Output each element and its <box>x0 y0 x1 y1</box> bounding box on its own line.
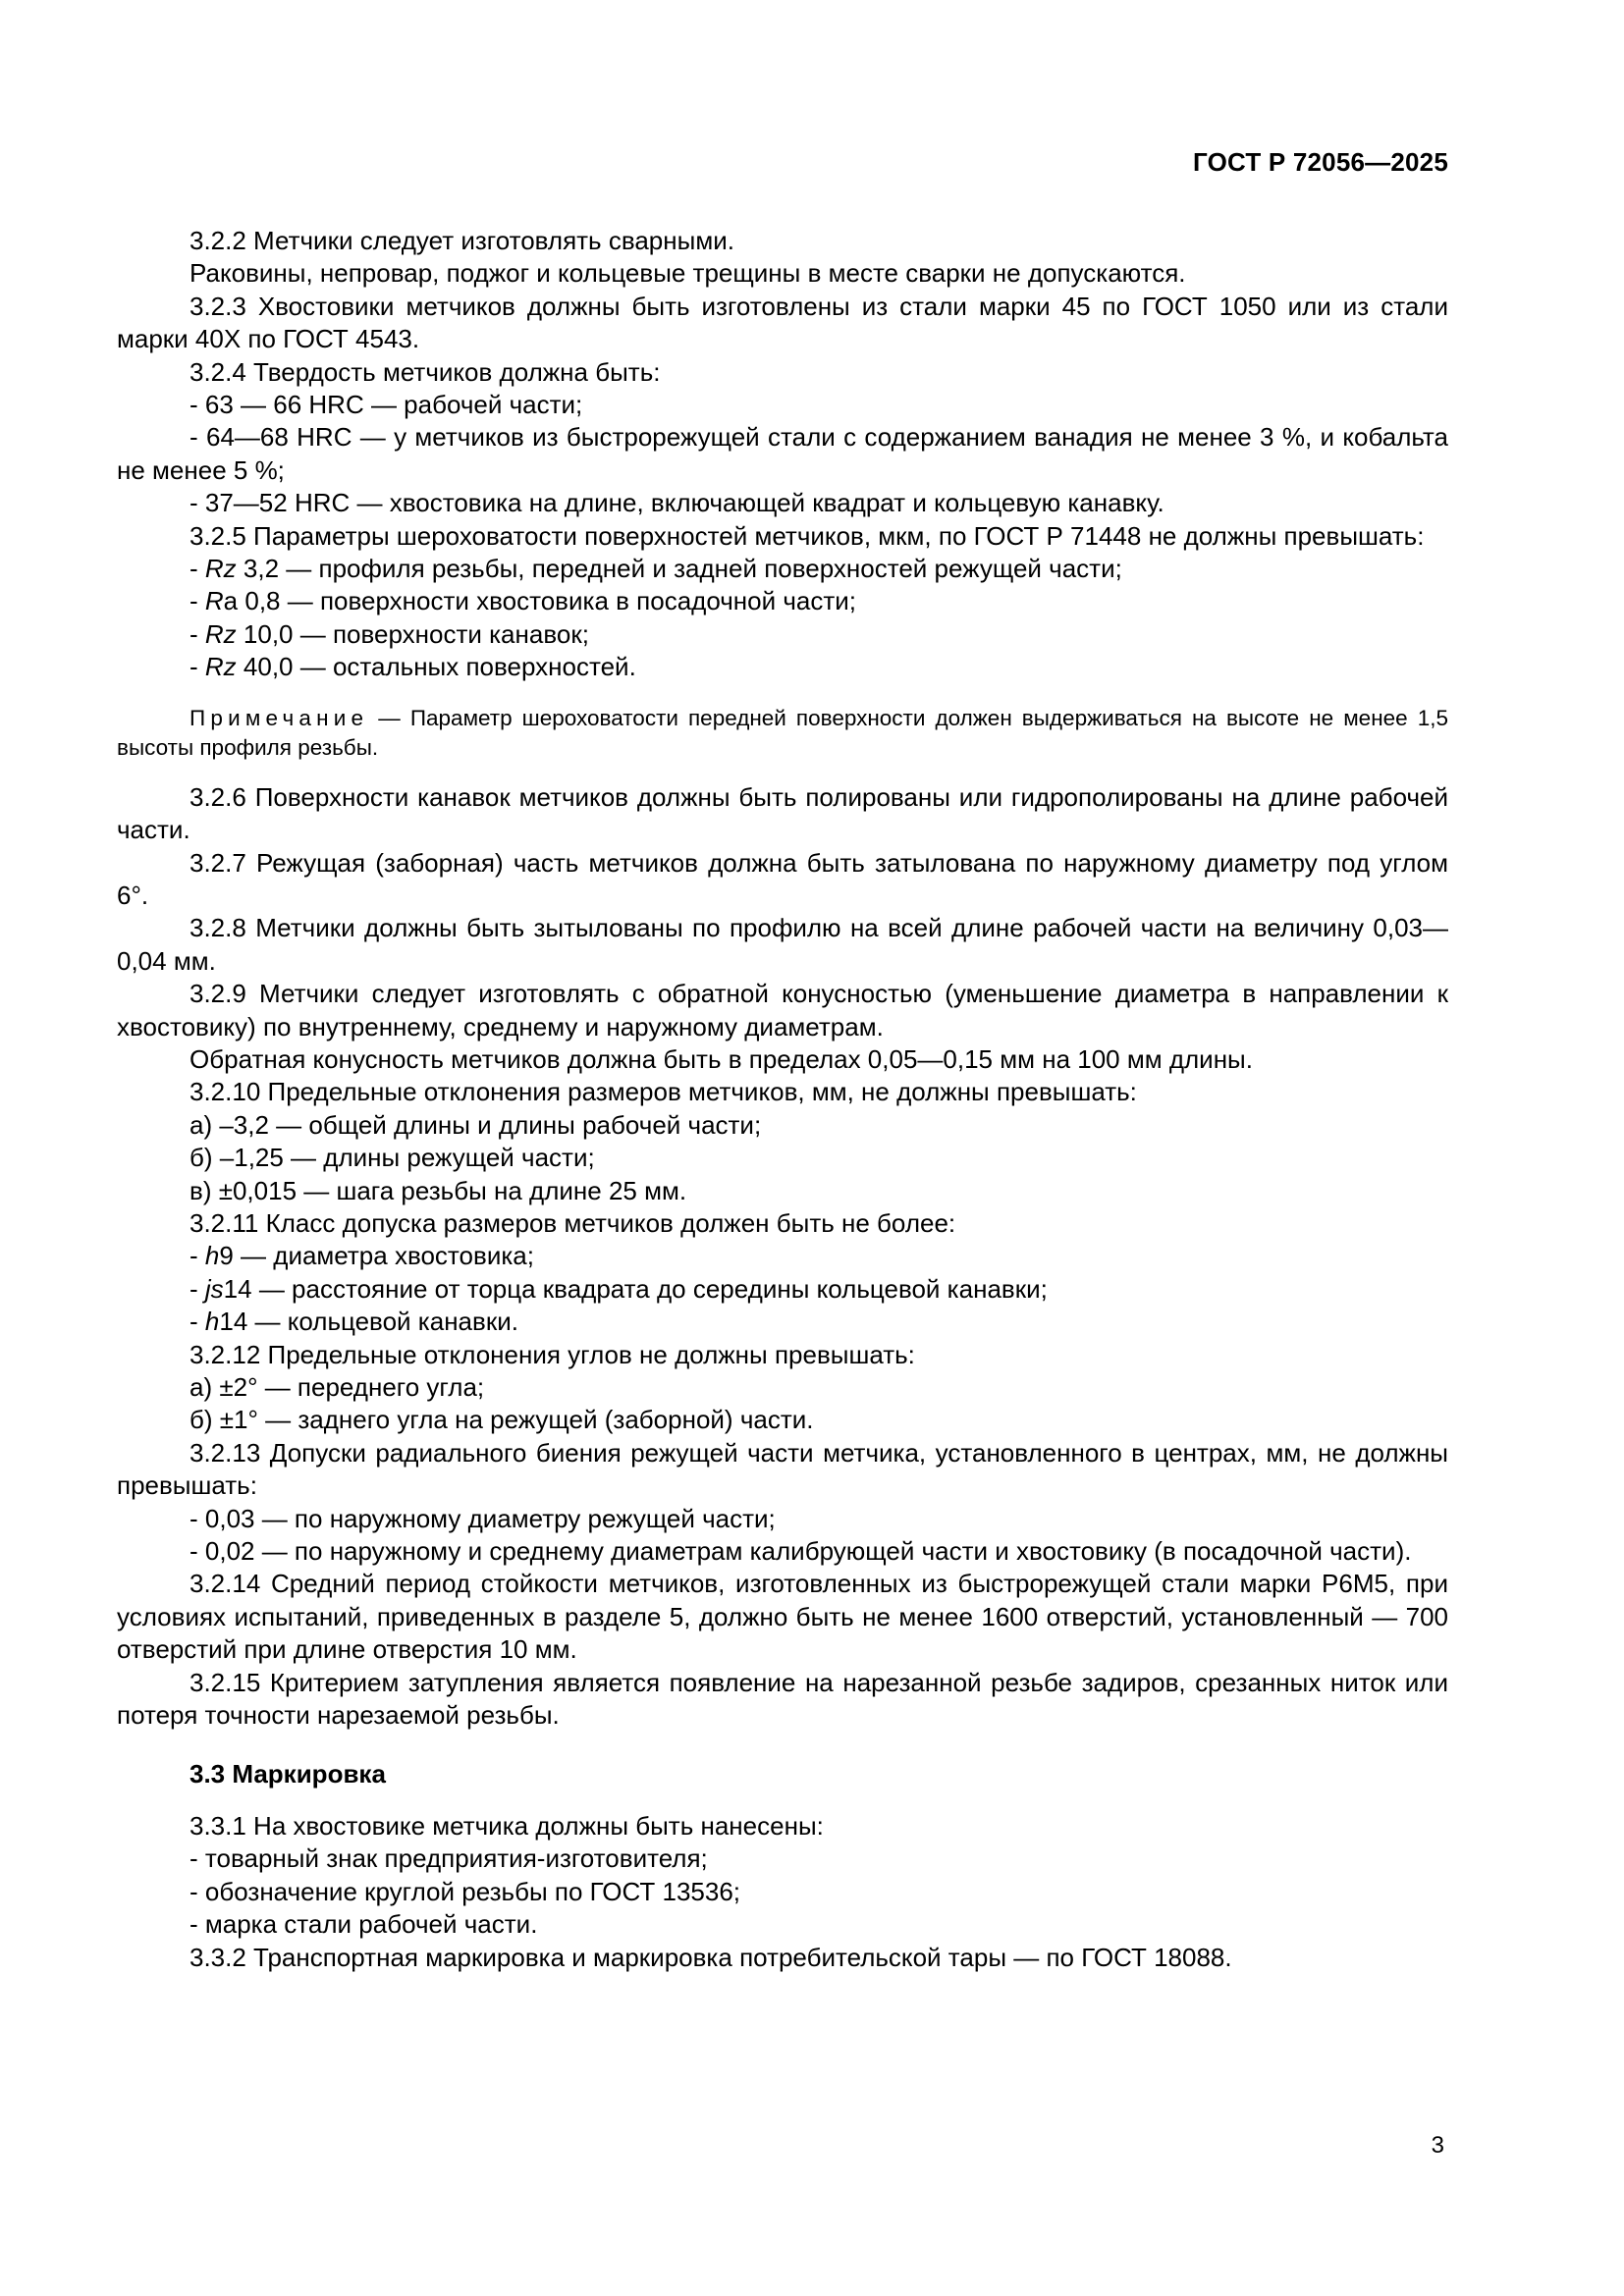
list-item: - обозначение круглой резьбы по ГОСТ 13536; <box>189 1876 741 1906</box>
tolerance-symbol: js <box>204 1273 224 1304</box>
list-item: а) ±2° — переднего угла; <box>189 1372 485 1402</box>
list-item: - Rz 10,0 — поверхности канавок; <box>189 618 589 649</box>
clause-3-2-3: 3.2.3 Хвостовики метчиков должны быть изготовлены из стали марки 45 по ГОСТ 1050 или из стали марки 40Х по ГОСТ 4543. <box>117 291 1448 354</box>
list-item: - товарный знак предприятия-изготовителя; <box>189 1843 708 1874</box>
clause-3-2-9: 3.2.9 Метчики следует изготовлять с обратной конусностью (уменьшение диаметра в направлении к хвостовику) по внутреннему, среднему и наружному диаметрам. <box>117 979 1448 1041</box>
list-item: а) –3,2 — общей длины и длины рабочей части; <box>189 1109 762 1140</box>
section-heading: 3.3 Маркировка <box>189 1759 386 1789</box>
tolerance-symbol: h <box>204 1241 220 1271</box>
list-item: - js14 — расстояние от торца квадрата до середины кольцевой канавки; <box>189 1273 1048 1304</box>
roughness-symbol: R <box>204 586 224 616</box>
list-item: - 64—68 HRC — у метчиков из быстрорежущей стали с содержанием ванадия не менее 3 %, и кобальта не менее 5 %; <box>117 422 1448 485</box>
list-item: - 0,02 — по наружному и среднему диаметрам калибрующей части и хвостовику (в посадочной части). <box>189 1536 1412 1567</box>
roughness-symbol: Rz <box>204 652 237 682</box>
clause-3-2-15: 3.2.15 Критерием затупления является появление на нарезанной резьбе задиров, срезанных ниток или потеря точности нарезаемой резьбы. <box>117 1667 1448 1731</box>
tolerance-symbol: h <box>204 1307 220 1337</box>
list-item: - 37—52 HRC — хвостовика на длине, включающей квадрат и кольцевую канавку. <box>189 488 1164 518</box>
document-code: ГОСТ Р 72056—2025 <box>1193 147 1448 177</box>
paragraph-reverse-taper: Обратная конусность метчиков должна быть в пределах 0,05—0,15 мм на 100 мм длины. <box>189 1043 1253 1074</box>
clause-3-3-2: 3.3.2 Транспортная маркировка и маркировка потребительской тары — по ГОСТ 18088. <box>189 1942 1232 1972</box>
clause-3-2-12: 3.2.12 Предельные отклонения углов не должны превышать: <box>189 1339 915 1369</box>
list-item: в) ±0,015 — шага резьбы на длине 25 мм. <box>189 1175 687 1205</box>
list-item: б) ±1° — заднего угла на режущей (заборной) части. <box>189 1405 814 1435</box>
clause-3-2-5: 3.2.5 Параметры шероховатости поверхностей метчиков, мкм, по ГОСТ Р 71448 не должны превышать: <box>189 520 1425 551</box>
list-item: - 63 — 66 HRC — рабочей части; <box>189 390 583 420</box>
list-item: б) –1,25 — длины режущей части; <box>189 1143 595 1173</box>
paragraph-welding-defects: Раковины, непровар, поджог и кольцевые трещины в месте сварки не допускаются. <box>189 258 1186 289</box>
clause-3-2-14: 3.2.14 Средний период стойкости метчиков, изготовленных из быстрорежущей стали марки Р6М5, при условиях испытаний, приведенных в разделе 5, должно быть не менее 1600 отверстий, установленный — 700 отверстий при длине отверстия 10 мм. <box>117 1569 1448 1665</box>
document-body <box>117 225 1448 1974</box>
clause-3-2-10: 3.2.10 Предельные отклонения размеров метчиков, мм, не должны превышать: <box>189 1077 1137 1107</box>
clause-3-2-2: 3.2.2 Метчики следует изготовлять сварными. <box>189 226 734 255</box>
clause-3-3-1: 3.3.1 На хвостовике метчика должны быть нанесены: <box>189 1810 824 1841</box>
clause-3-2-6: 3.2.6 Поверхности канавок метчиков должны быть полированы или гидрополированы на длине рабочей части. <box>117 781 1448 845</box>
clause-3-2-8: 3.2.8 Метчики должны быть зытылованы по профилю на всей длине рабочей части на величину 0,03—0,04 мм. <box>117 913 1448 976</box>
note <box>117 704 1448 763</box>
page-number: 3 <box>1431 2132 1444 2159</box>
list-item: - h9 — диаметра хвостовика; <box>189 1241 534 1271</box>
list-item: - Ra 0,8 — поверхности хвостовика в посадочной части; <box>189 586 857 616</box>
list-item: - 0,03 — по наружному диаметру режущей части; <box>189 1503 776 1533</box>
clause-3-2-11: 3.2.11 Класс допуска размеров метчиков должен быть не более: <box>189 1207 956 1238</box>
clause-3-2-7: 3.2.7 Режущая (заборная) часть метчиков должна быть затылована по наружному диаметру под углом 6°. <box>117 847 1448 910</box>
list-item: - Rz 40,0 — остальных поверхностей. <box>189 652 636 682</box>
clause-3-2-4: 3.2.4 Твердость метчиков должна быть: <box>189 356 661 387</box>
list-item: - марка стали рабочей части. <box>189 1909 538 1940</box>
note-text: — Параметр шероховатости передней поверхности должен выдерживаться на высоте не менее 1,5 высоты профиля резьбы. <box>117 705 1448 760</box>
note-label: Примечание <box>189 705 369 730</box>
roughness-symbol: Rz <box>204 618 237 649</box>
roughness-symbol: Rz <box>204 554 237 584</box>
list-item: - h14 — кольцевой канавки. <box>189 1307 518 1337</box>
list-item: - Rz 3,2 — профиля резьбы, передней и задней поверхностей режущей части; <box>189 554 1122 584</box>
clause-3-2-13: 3.2.13 Допуски радиального биения режущей части метчика, установленного в центрах, мм, не должны превышать: <box>117 1437 1448 1501</box>
